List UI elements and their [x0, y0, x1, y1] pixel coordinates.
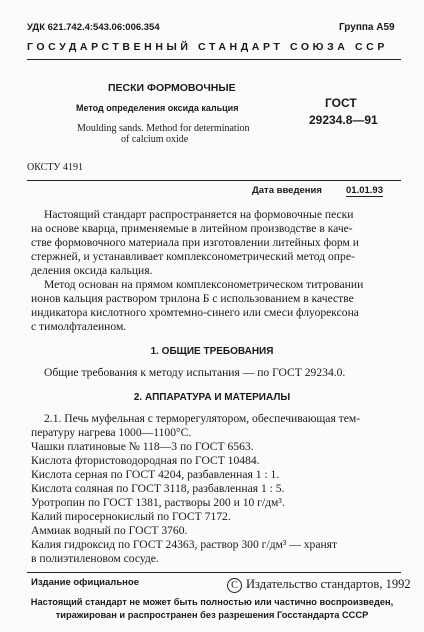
section-line: Калия гидроксид по ГОСТ 24363, раствор 300 г/дм³ — хранят — [31, 538, 338, 551]
method-line: индикатора кислотного хромтемно-синего или смеси флуорексона — [31, 306, 359, 319]
section-line: Аммиак водный по ГОСТ 3760. — [31, 524, 188, 537]
gost-label: ГОСТ — [325, 96, 357, 110]
section-line: Кислота фтористоводородная по ГОСТ 10484. — [31, 454, 260, 467]
document-subtitle-ru: Метод определения оксида кальция — [76, 103, 239, 113]
standard-body: ГОСУДАРСТВЕННЫЙ СТАНДАРТ СОЮЗА ССР — [27, 41, 388, 53]
method-line: Метод основан на прямом комплексонометрическом титровании — [44, 278, 364, 291]
copyright — [227, 577, 411, 593]
section-line: Кислота соляная по ГОСТ 3118, разбавленная 1 : 5. — [31, 482, 285, 495]
document-title-ru: ПЕСКИ ФОРМОВОЧНЫЕ — [108, 82, 236, 94]
section-heading: 2. АППАРАТУРА И МАТЕРИАЛЫ — [133, 392, 291, 403]
footer-divider — [27, 572, 401, 573]
document-title-en-line1: Moulding sands. Method for determination — [77, 123, 250, 134]
reproduction-notice-line2: тиражирован и распространен без разрешения Госстандарта СССР — [55, 610, 369, 620]
official-edition: Издание официальное — [31, 577, 139, 588]
okstu-divider — [27, 180, 401, 181]
section-heading: 1. ОБЩИЕ ТРЕБОВАНИЯ — [150, 346, 274, 357]
section-line: Общие требования к методу испытания — по ГОСТ 29234.0. — [44, 366, 346, 379]
intro-date-value: 01.01.93 — [346, 185, 383, 196]
section-line: в полиэтиленовом сосуде. — [31, 552, 159, 565]
udk-code: УДК 621.742.4:543.06:006.354 — [27, 22, 160, 33]
method-line: ионов кальция раствором трилона Б с использованием в качестве — [31, 292, 354, 305]
copyright-icon: С — [227, 578, 242, 593]
intro-line: стержней, и устанавливает комплексонометрический метод опре- — [31, 250, 355, 263]
method-line: с тимолфталеином. — [31, 320, 127, 333]
intro-line: деления оксида кальция. — [31, 264, 153, 277]
section-line: Чашки платиновые № 118—3 по ГОСТ 6563. — [31, 440, 254, 453]
copyright-text: Издательство стандартов, 1992 — [246, 577, 411, 591]
gost-number: 29234.8—91 — [309, 113, 378, 127]
header-divider — [27, 59, 401, 60]
okstu-code: ОКСТУ 4191 — [27, 162, 84, 173]
intro-line: стве формовочного материала при изготовлении литейных форм и — [31, 236, 359, 249]
document-title-en-line2: of calcium oxide — [121, 134, 189, 145]
section-line: Уротропин по ГОСТ 1381, растворы 200 и 10 г/дм³. — [31, 496, 285, 509]
group-code: Группа А59 — [339, 22, 395, 33]
intro-line: Настоящий стандарт распространяется на формовочные пески — [44, 208, 354, 221]
section-line: 2.1. Печь муфельная с терморегулятором, обеспечивающая тем- — [44, 412, 361, 425]
section-line: Калий пиросернокислый по ГОСТ 7172. — [31, 510, 231, 523]
section-line: Кислота серная по ГОСТ 4204, разбавленная 1 : 1. — [31, 468, 280, 481]
reproduction-notice-line1: Настоящий стандарт не может быть полностью или частично воспроизведен, — [30, 597, 394, 607]
section-line: пературу нагрева 1000—1100°С. — [31, 426, 192, 439]
intro-date-label: Дата введения — [252, 185, 322, 196]
intro-line: на основе кварца, применяемые в литейном производстве в каче- — [31, 222, 353, 235]
